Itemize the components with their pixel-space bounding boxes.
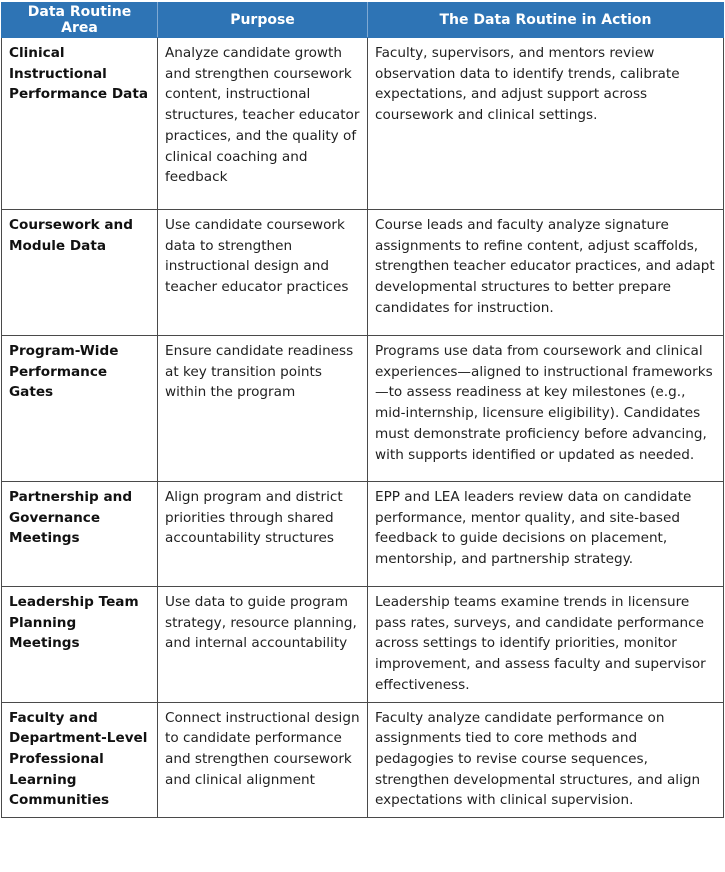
header-data-routine-area: Data Routine Area bbox=[2, 3, 158, 38]
row-action-cell: Faculty, supervisors, and mentors review observation data to identify trends, calibrate expectations, and adjust support across coursework and clinical settings. bbox=[368, 38, 724, 210]
table-row bbox=[2, 336, 724, 482]
row-area-cell: Coursework and Module Data bbox=[2, 210, 158, 336]
row-purpose-cell: Ensure candidate readiness at key transition points within the program bbox=[158, 336, 368, 482]
table-row bbox=[2, 587, 724, 703]
table-row bbox=[2, 210, 724, 336]
table-row bbox=[2, 702, 724, 818]
table-body bbox=[2, 38, 724, 818]
row-action-cell: Leadership teams examine trends in licensure pass rates, surveys, and candidate performance across settings to identify priorities, monitor improvement, and assess faculty and supervisor effectiveness. bbox=[368, 587, 724, 703]
row-action-cell: Course leads and faculty analyze signature assignments to refine content, adjust scaffolds, strengthen teacher educator practices, and adapt developmental structures to better prepare candidates for instruction. bbox=[368, 210, 724, 336]
row-purpose-cell: Use candidate coursework data to strengthen instructional design and teacher educator practices bbox=[158, 210, 368, 336]
row-action-cell: Faculty analyze candidate performance on assignments tied to core methods and pedagogies to revise course sequences, strengthen developmental structures, and align expectations with clinical supervision. bbox=[368, 702, 724, 818]
header-row bbox=[2, 3, 724, 38]
row-action-cell: EPP and LEA leaders review data on candidate performance, mentor quality, and site-based feedback to guide decisions on placement, mentorship, and partnership strategy. bbox=[368, 482, 724, 587]
row-area-cell: Clinical Instructional Performance Data bbox=[2, 38, 158, 210]
row-purpose-cell: Use data to guide program strategy, resource planning, and internal accountability bbox=[158, 587, 368, 703]
table-row bbox=[2, 482, 724, 587]
row-purpose-cell: Align program and district priorities through shared accountability structures bbox=[158, 482, 368, 587]
table-header bbox=[2, 3, 724, 38]
row-area-cell: Leadership Team Planning Meetings bbox=[2, 587, 158, 703]
row-action-cell: Programs use data from coursework and clinical experiences—aligned to instructional frameworks—to assess readiness at key milestones (e.g., mid-internship, licensure eligibility). Candidates must demonstrate proficiency before advancing, with supports identified or updated as needed. bbox=[368, 336, 724, 482]
table-row bbox=[2, 38, 724, 210]
row-area-cell: Faculty and Department-Level Professional Learning Communities bbox=[2, 702, 158, 818]
row-purpose-cell: Analyze candidate growth and strengthen coursework content, instructional structures, teacher educator practices, and the quality of clinical coaching and feedback bbox=[158, 38, 368, 210]
header-routine-in-action: The Data Routine in Action bbox=[368, 3, 724, 38]
row-purpose-cell: Connect instructional design to candidate performance and strengthen coursework and clinical alignment bbox=[158, 702, 368, 818]
row-area-cell: Partnership and Governance Meetings bbox=[2, 482, 158, 587]
header-purpose: Purpose bbox=[158, 3, 368, 38]
data-routine-table bbox=[1, 2, 724, 818]
row-area-cell: Program-Wide Performance Gates bbox=[2, 336, 158, 482]
